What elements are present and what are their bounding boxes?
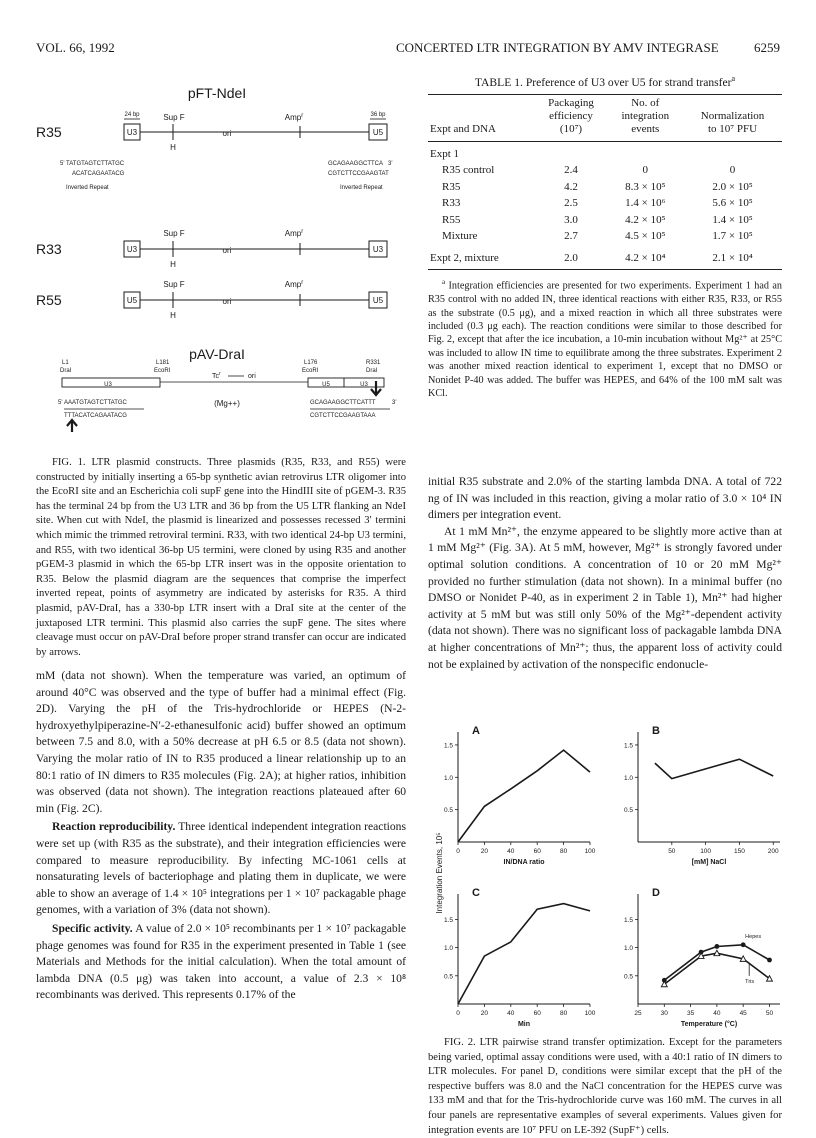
- x-tick-label: 80: [559, 1010, 568, 1017]
- specific-activity-text: A value of 2.0 × 10⁵ recombinants per 1 × 10⁷ packagable phage genomes was found for R35 in the experiment presented in Table 1 (see Materials and Methods for the initial calculation). When the total amount of lambda DNA (0.5 μg) was taken into account, a value of 2.3 × 10⁸ recombinants was derived. This represents 0.17% of the: [36, 921, 406, 1002]
- y-tick-label: 1.0: [623, 774, 633, 782]
- r35-seq-3prime: 3': [388, 161, 393, 167]
- r35-seq-5prime: 5': [60, 161, 65, 167]
- table-row: R35 4.2 8.3 × 10⁵ 2.0 × 10⁵: [442, 180, 753, 193]
- r35-seq-top-right: GCAGAAGGCTTCA: [328, 161, 384, 167]
- r35-box-left-label: U3: [126, 128, 138, 137]
- table-1: [428, 74, 782, 400]
- dra-seq-top-right: GCAGAAGGCTTCATTT: [310, 400, 376, 406]
- r35-supf: Sup F: [163, 113, 185, 122]
- panel-B-x-label: [mM] NaCl: [691, 859, 727, 866]
- dra-site-l1-top: L1: [62, 360, 69, 366]
- journal-volume: VOL. 66, 1992: [36, 40, 115, 55]
- r55-ori: ori: [222, 297, 232, 306]
- y-tick-label: 0.5: [443, 973, 453, 981]
- x-tick-label: 50: [765, 1010, 774, 1017]
- r33-amp: Amp$^r$: [284, 229, 304, 238]
- panel-C-x-label: Min: [517, 1021, 531, 1028]
- panel-A-x-label: IN/DNA ratio: [503, 859, 545, 866]
- table-1-title: TABLE 1. Preference of U3 over U5 for strand transfer$^a$: [474, 74, 736, 89]
- dra-seq-5prime: 5': [58, 400, 63, 406]
- panel-label-C: C: [472, 887, 480, 899]
- r33-supf: Sup F: [163, 229, 185, 238]
- dra-site-r331-bottom: DraI: [366, 368, 378, 374]
- construct-label-r55: R55: [36, 292, 62, 308]
- x-tick-label: 100: [584, 1010, 596, 1017]
- data-point: [714, 944, 719, 949]
- table-1-grid: [428, 94, 782, 271]
- size-label-left: 24 bp: [124, 112, 140, 118]
- r35-hindiii: H: [170, 143, 176, 152]
- construct-label-r35: R35: [36, 124, 62, 140]
- series-line-C-0: [458, 904, 590, 1004]
- x-tick-label: 60: [533, 848, 541, 855]
- x-tick-label: 80: [559, 848, 568, 855]
- panel-label-A: A: [472, 725, 480, 737]
- y-axis-label: Integration Events, 10⁵: [435, 832, 444, 914]
- dra-ltr-right: [308, 378, 384, 387]
- r55-hindiii: H: [170, 311, 176, 320]
- figure-2-chart: [428, 708, 788, 1038]
- fig1-title-top: pFT-NdeI: [187, 85, 247, 101]
- y-tick-label: 0.5: [623, 973, 633, 981]
- r35-seq-bottom-left: ACATCAGAATACG: [72, 171, 125, 177]
- dra-u5: U5: [322, 382, 330, 388]
- y-tick-label: 1.5: [443, 742, 453, 750]
- x-tick-label: 150: [733, 848, 745, 855]
- r35-amp: Amp$^r$: [284, 113, 304, 122]
- data-point: [741, 942, 746, 947]
- r35-box-right-label: U5: [372, 128, 384, 137]
- dra-u3-right: U3: [360, 382, 368, 388]
- table-row: R35 control 2.4 0 0: [442, 164, 736, 177]
- dra-mg: (Mg++): [214, 399, 240, 408]
- table-row: R33 2.5 1.4 × 10⁶ 5.6 × 10⁵: [442, 197, 753, 210]
- dra-seq-3prime: 3': [392, 400, 397, 406]
- dra-seq-bottom-left: TTTACATCAGAATACG: [64, 413, 127, 419]
- figure-2-caption: FIG. 2. LTR pairwise strand transfer optimization. Except for the parameters being varied, optimal assay conditions were used, with a 40:1 ratio of IN dimers to LTR molecules. For panel D, conditions were similar except that the pH of the respective buffers was 8.0 and the NaCl concentration for the HEPES curve was 133 mM and that for the Tris-hydrochloride curve was 160 mM. The curves in all four panels are representative examples of several experiments. Values given for integration events are 10⁷ PFU on LE-392 (SupF⁺) cells.: [428, 1037, 782, 1136]
- x-tick-label: 45: [739, 1010, 747, 1017]
- right-paragraph-1: initial R35 substrate and 2.0% of the starting lambda DNA. A total of 722 ng of IN was included in this reaction, giving a molar ratio of 3.0 × 10⁴ IN dimers per integration event.: [428, 475, 782, 522]
- dra-tc: Tc$^r$: [212, 371, 221, 380]
- page-number: 6259: [754, 40, 780, 55]
- running-title: CONCERTED LTR INTEGRATION BY AMV INTEGRASE: [396, 40, 719, 55]
- r33-box-left-label: U3: [126, 245, 138, 254]
- dra-site-l181-bottom: EcoRI: [154, 368, 171, 374]
- x-tick-label: 50: [668, 848, 676, 855]
- col-header-events: No. of integration events: [607, 94, 683, 141]
- panel-label-D: D: [652, 887, 660, 899]
- reproducibility-paragraph: [36, 819, 406, 919]
- data-point: [767, 958, 772, 963]
- x-tick-label: 40: [507, 848, 515, 855]
- table-1-footnote: $^a$ Integration efficiencies are presented for two experiments. Experiment 1 had an R35 control with no added IN, three identical reactions with either R35, R33, or R55 as the substrate (0.5 μg), and a mixed reaction in which all three substrates were included (0.3 μg each). The reaction conditions were similar to those described for Fig. 2, except that after the ice incubation, a 10-min incubation without Mg²⁺ at 25°C was included to allow IN time to equilibrate among the three substrates. Experiment 2 was another mixed reaction identical to experiment 1, except that no DMSO or Nonidet P-40 was added. The buffer was HEPES, and 64% of the 100 mM salt was KCl.: [428, 278, 782, 399]
- right-paragraph-2: At 1 mM Mn²⁺, the enzyme appeared to be slightly more active than at 1 mM Mg²⁺ (Fig. 3A). At 5 mM, however, Mg²⁺ is strongly favored under optimal solution conditions. A concentration of 10 or 20 mM Mg²⁺ provided no further stimulation (data not shown). In a minimal buffer (no DMSO or Nonidet P-40, as in experiment 2 in Table 1), Mn²⁺ had higher activity at 5 mM but was still only 50% of the Mg²⁺-dependent activity (data not shown). There was no significant loss of packagable lambda DNA at higher concentrations of Mn²⁺; thus, the apparent loss of activity could not be explained by activation of the nonspecific endonucle-: [428, 524, 782, 671]
- x-tick-label: 200: [767, 848, 779, 855]
- table-group-expt1: Expt 1: [430, 147, 460, 160]
- r35-seq-top-left: TATGTAGTCTTATGC: [66, 161, 125, 167]
- y-tick-label: 1.5: [443, 916, 453, 924]
- dra-site-l181-top: L181: [156, 360, 170, 366]
- x-tick-label: 40: [507, 1010, 515, 1017]
- y-tick-label: 0.5: [443, 807, 453, 815]
- r33-box-right-label: U3: [372, 245, 384, 254]
- x-tick-label: 20: [480, 1010, 489, 1017]
- panel-label-B: B: [652, 725, 660, 737]
- y-tick-label: 1.0: [443, 945, 453, 953]
- x-tick-label: 20: [480, 848, 489, 855]
- col-header-normalization: Normalization to 10⁷ PFU: [683, 94, 782, 141]
- cleavage-arrow-top: [371, 381, 381, 395]
- dra-u3-left: U3: [104, 382, 112, 388]
- x-tick-label: 40: [713, 1010, 721, 1017]
- col-header-packaging: Packaging efficiency (10⁷): [535, 94, 608, 141]
- dra-ori: ori: [248, 373, 256, 380]
- dra-site-l176-top: L176: [304, 360, 318, 366]
- left-paragraph-1: mM (data not shown). When the temperature was varied, an optimum of around 40°C was observed and the type of buffer had a minimal effect (Fig. 2D). Varying the pH of the Tris-hydrochloride or HEPES (N-2-hydroxyethylpiperazine-N′-2-ethanesulfonic acid) buffer showed an optimum between 7.5 and 8.0, with a 50% decrease at pH 6.5 or 8.5 (data not shown). Varying the molar ratio of IN to R35 produced a linear relationship up to an 80:1 ratio of IN dimers to R35 molecules (Fig. 2A); at higher ratios, inhibition was observed (data not shown). The integration reactions plateaued after 60 min (Fig. 2C).: [36, 669, 406, 815]
- specific-activity-paragraph: [36, 921, 406, 1004]
- y-tick-label: 1.5: [623, 742, 633, 750]
- size-label-right: 36 bp: [370, 112, 386, 118]
- dra-site-r331-top: R331: [366, 360, 381, 366]
- x-tick-label: 30: [660, 1010, 668, 1017]
- specific-activity-heading: Specific activity.: [52, 921, 133, 935]
- dra-site-l1-bottom: DraI: [60, 368, 72, 374]
- inverted-repeat-right: Inverted Repeat: [340, 185, 383, 191]
- dra-seq-top-left: AAATGTAGTCTTATGC: [64, 400, 127, 406]
- r55-box-right-label: U5: [372, 296, 384, 305]
- fig1-title-bottom: pAV-DraI: [189, 346, 245, 362]
- table-row: Mixture 2.7 4.5 × 10⁵ 1.7 × 10⁵: [442, 230, 753, 243]
- x-tick-label: 35: [686, 1010, 695, 1017]
- reproducibility-heading: Reaction reproducibility.: [52, 820, 176, 834]
- x-tick-label: 60: [533, 1010, 541, 1017]
- r35-ori: ori: [222, 129, 232, 138]
- r55-box-left-label: U5: [126, 296, 138, 305]
- series-line-B-0: [655, 759, 773, 778]
- y-tick-label: 1.0: [443, 774, 453, 782]
- series-label-hepes: Hepes: [745, 933, 762, 940]
- x-tick-label: 0: [456, 848, 460, 855]
- inverted-repeat-left: Inverted Repeat: [66, 185, 109, 191]
- x-tick-label: 100: [584, 848, 596, 855]
- series-line-A-0: [458, 750, 590, 842]
- panel-D-x-label: Temperature (°C): [680, 1021, 738, 1028]
- figure-1-caption: FIG. 1. LTR plasmid constructs. Three plasmids (R35, R33, and R55) were constructed by initially inserting a 65-bp synthetic avian retrovirus LTR oligomer into the EcoRI site and an Escherichia coli supF gene into the HindIII site of pGEM-3. R35 has the terminal 24 bp from the U3 LTR and 36 bp from the U5 LTR flanking an NdeI site. When cut with NdeI, the plasmid is linearized and possesses recessed 3′ termini which mimic the trimmed retroviral termini. R33, with two identical 24-bp U3 termini, and R55, with two identical 36-bp U5 termini, were cloned by using R35 and another pGEM-3 plasmid in which the 65-bp LTR insert was in the opposite orientation to R35. Below the plasmid diagram are the sequences that comprise the imperfect inverted repeat, points of asymmetry are indicated by asterisks for R35. A third plasmid, pAV-DraI, has a 330-bp LTR insert with a DraI site at the center of the juxtaposed LTR termini. This plasmid also carries the supF gene. The sites where cleavage must occur on pAV-DraI before proper strand transfer can occur are indicated by arrows.: [36, 457, 406, 658]
- y-tick-label: 1.0: [623, 945, 633, 953]
- reproducibility-text: Three identical independent integration reactions were set up (with R35 as the substrate), and their integration efficiencies were compared to measure reproducibility. By infecting MC-1061 cells at nonsaturating levels of bacteriophage and plating them in duplicate, we were able to show an average of 1.4 × 10⁵ integrations per 1 × 10⁷ packagable phage genomes, with a variation of 3% (data not shown).: [36, 820, 406, 917]
- dra-seq-bottom-right: CGTCTTCCGAAGTAAA: [310, 413, 376, 419]
- x-tick-label: 0: [456, 1010, 460, 1017]
- figure-1-diagram: [32, 74, 412, 454]
- r55-amp: Amp$^r$: [284, 280, 304, 289]
- table-row-expt2: Expt 2, mixture 2.0 4.2 × 10⁴ 2.1 × 10⁴: [428, 245, 782, 270]
- table-row: R55 3.0 4.2 × 10⁵ 1.4 × 10⁵: [442, 213, 753, 226]
- x-tick-label: 100: [700, 848, 712, 855]
- dra-site-l176-bottom: EcoRI: [302, 368, 319, 374]
- r33-ori: ori: [222, 246, 232, 255]
- construct-label-r33: R33: [36, 241, 62, 257]
- series-label-tris: Tris: [745, 978, 755, 985]
- cleavage-arrow-bottom: [67, 420, 77, 432]
- y-tick-label: 0.5: [623, 807, 633, 815]
- col-header-expt: Expt and DNA: [428, 94, 535, 141]
- r55-supf: Sup F: [163, 280, 185, 289]
- r33-hindiii: H: [170, 260, 176, 269]
- r35-seq-bottom-right: CGTCTTCCGAAGTAT: [328, 171, 389, 177]
- x-tick-label: 25: [634, 1010, 642, 1017]
- y-tick-label: 1.5: [623, 916, 633, 924]
